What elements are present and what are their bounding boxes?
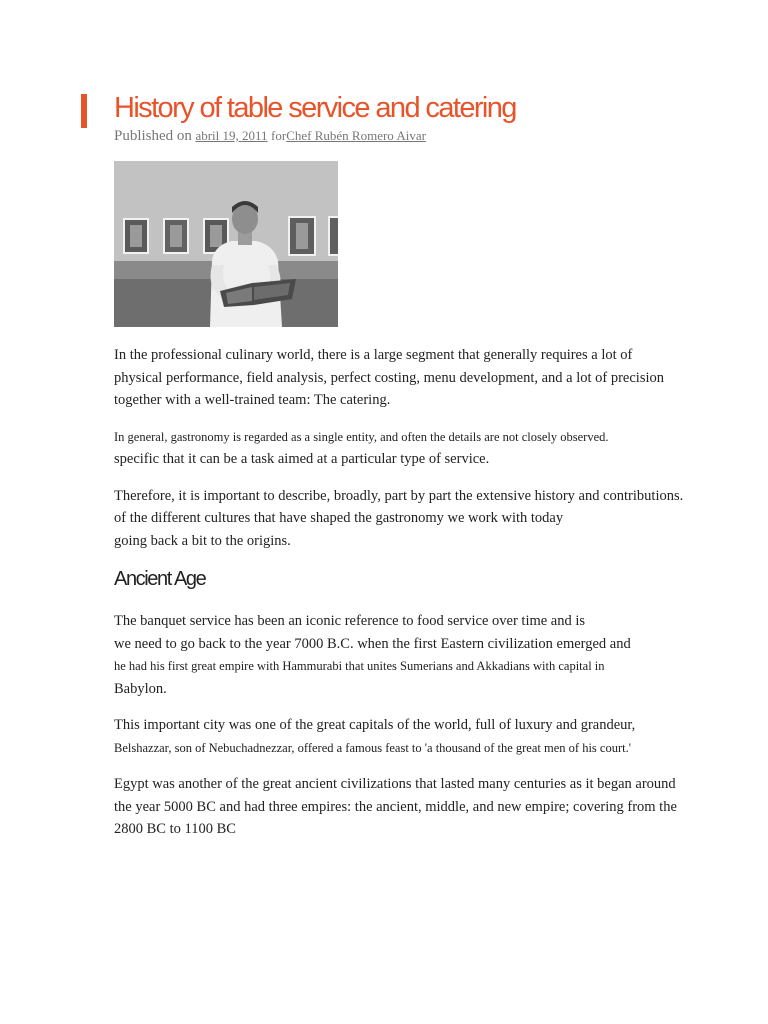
text-line: Babylon.: [114, 680, 167, 697]
text-line: we need to go back to the year 7000 B.C. when the first Eastern civilization emerged and: [114, 635, 631, 652]
text-line: he had his first great empire with Hammurabi that unites Sumerians and Akkadians with capital in: [114, 659, 605, 673]
section-heading: Ancient Age: [114, 568, 206, 590]
text-line: In general, gastronomy is regarded as a single entity, and often the details are not closely observed.: [114, 429, 609, 444]
title-accent-bar: [81, 94, 87, 128]
paragraph: [114, 773, 677, 841]
text-line: specific that it can be a task aimed at a particular type of service.: [114, 451, 490, 467]
publish-date-link[interactable]: abril 19, 2011: [195, 128, 268, 143]
paragraph: [114, 714, 674, 759]
article-body: [114, 344, 684, 855]
text-line: together with a well-trained team: The catering.: [114, 392, 391, 408]
paragraph: [114, 344, 674, 412]
paragraph: [114, 426, 674, 471]
text-line: The banquet service has been an iconic reference to food service over time and is: [114, 613, 586, 629]
text-line: In the professional culinary world, there is a large segment that generally requires a lot of: [114, 347, 633, 363]
paragraph: [114, 485, 684, 553]
text-line: Belshazzar, son of Nebuchadnezzar, offered a famous feast to 'a thousand of the great men of his court.': [114, 740, 631, 755]
text-line: Egypt was another of the great ancient civilizations that lasted many centuries as it began around: [114, 776, 676, 792]
paragraph: [114, 610, 674, 700]
text-line: going back a bit to the origins.: [114, 532, 291, 549]
text-line: physical performance, field analysis, perfect costing, menu development, and a lot of precision: [114, 369, 665, 386]
text-line: the year 5000 BC and had three empires: the ancient, middle, and new empire; covering from the: [114, 798, 677, 815]
text-line: Therefore, it is important to describe, broadly, part by part the extensive history and contributions.: [114, 487, 684, 504]
text-line: 2800 BC to 1100 BC: [114, 821, 236, 837]
text-line: of the different cultures that have shaped the gastronomy we work with today: [114, 510, 564, 526]
byline-for: for: [271, 128, 287, 143]
chef-photo: [114, 161, 338, 327]
author-link[interactable]: Chef Rubén Romero Aivar: [286, 128, 426, 143]
text-line: This important city was one of the great capitals of the world, full of luxury and grandeur,: [114, 717, 636, 733]
published-prefix: Published on: [114, 128, 192, 144]
article-title: History of table service and catering: [114, 92, 516, 124]
article-byline: [114, 128, 426, 145]
